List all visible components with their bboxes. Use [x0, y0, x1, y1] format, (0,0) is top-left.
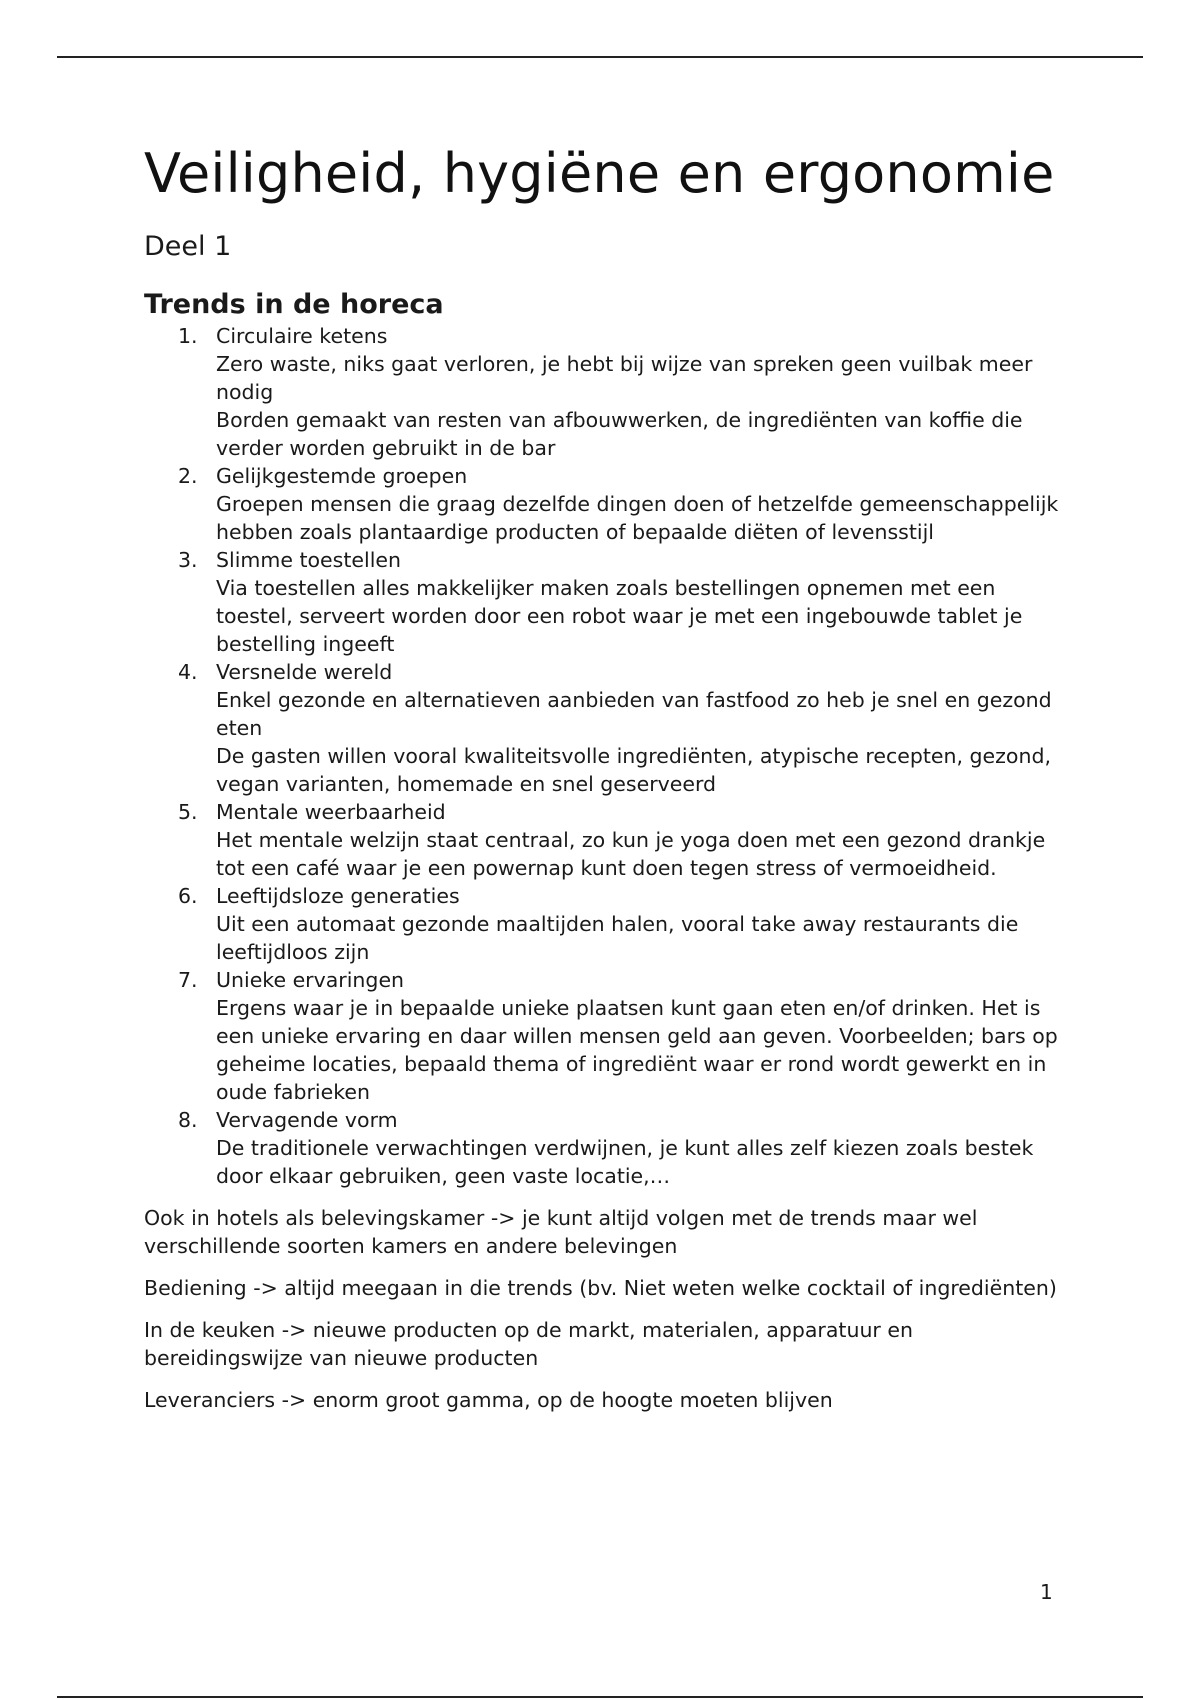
- trend-number: 8.: [178, 1108, 198, 1132]
- trend-item-8: [144, 1106, 1064, 1190]
- trend-description: Groepen mensen die graag dezelfde dingen doen of hetzelfde gemeenschappelijk hebben zoals plantaardige producten of bepaalde diëten of levensstijl: [216, 492, 1059, 544]
- document-subtitle: Deel 1: [144, 231, 232, 262]
- trend-item-1: [144, 322, 1064, 462]
- trend-description: Ergens waar je in bepaalde unieke plaatsen kunt gaan eten en/of drinken. Het is een unieke ervaring en daar willen mensen geld aan geven. Voorbeelden; bars op geheime locaties, bepaald thema of ingrediënt waar er rond wordt gewerkt en in oude fabrieken: [216, 996, 1058, 1104]
- trend-item-5: [144, 798, 1064, 882]
- section-heading: Trends in de horeca: [144, 289, 444, 320]
- trend-description: Via toestellen alles makkelijker maken zoals bestellingen opnemen met een toestel, serveert worden door een robot waar je met een ingebouwde tablet je bestelling ingeeft: [216, 576, 1023, 656]
- trend-description: De gasten willen vooral kwaliteitsvolle ingrediënten, atypische recepten, gezond, vegan varianten, homemade en snel geserveerd: [216, 744, 1051, 796]
- body-paragraphs: [144, 1204, 1064, 1414]
- trend-title: Vervagende vorm: [216, 1108, 398, 1132]
- paragraph-bediening: Bediening -> altijd meegaan in die trends (bv. Niet weten welke cocktail of ingrediënten): [144, 1276, 1057, 1300]
- trend-description: Het mentale welzijn staat centraal, zo kun je yoga doen met een gezond drankje tot een café waar je een powernap kunt doen tegen stress of vermoeidheid.: [216, 828, 1046, 880]
- trend-number: 2.: [178, 464, 198, 488]
- trend-item-2: [144, 462, 1064, 546]
- trend-title: Slimme toestellen: [216, 548, 401, 572]
- trend-description: Uit een automaat gezonde maaltijden halen, vooral take away restaurants die leeftijdloos zijn: [216, 912, 1019, 964]
- page-number: 1: [1040, 1580, 1053, 1604]
- document-title: Veiligheid, hygiëne en ergonomie: [144, 142, 1055, 205]
- paragraph-hotels: Ook in hotels als belevingskamer -> je kunt altijd volgen met de trends maar wel verschillende soorten kamers en andere belevingen: [144, 1206, 978, 1258]
- trend-title: Unieke ervaringen: [216, 968, 405, 992]
- trend-description: Enkel gezonde en alternatieven aanbieden van fastfood zo heb je snel en gezond eten: [216, 688, 1052, 740]
- page-content: [144, 140, 1064, 1428]
- trend-item-6: [144, 882, 1064, 966]
- trend-number: 4.: [178, 660, 198, 684]
- trend-title: Leeftijdsloze generaties: [216, 884, 460, 908]
- footer-rule: [57, 1696, 1143, 1698]
- paragraph-leveranciers: Leveranciers -> enorm groot gamma, op de hoogte moeten blijven: [144, 1388, 833, 1412]
- trend-title: Gelijkgestemde groepen: [216, 464, 468, 488]
- trend-number: 1.: [178, 324, 198, 348]
- trend-item-3: [144, 546, 1064, 658]
- trend-title: Mentale weerbaarheid: [216, 800, 446, 824]
- trend-description: De traditionele verwachtingen verdwijnen, je kunt alles zelf kiezen zoals bestek door elkaar gebruiken, geen vaste locatie,…: [216, 1136, 1034, 1188]
- trend-number: 3.: [178, 548, 198, 572]
- trend-number: 7.: [178, 968, 198, 992]
- trend-item-7: [144, 966, 1064, 1106]
- trend-title: Versnelde wereld: [216, 660, 393, 684]
- trend-number: 5.: [178, 800, 198, 824]
- trend-title: Circulaire ketens: [216, 324, 388, 348]
- trend-number: 6.: [178, 884, 198, 908]
- trend-list: [144, 322, 1064, 1190]
- trend-item-4: [144, 658, 1064, 798]
- trend-description: Zero waste, niks gaat verloren, je hebt bij wijze van spreken geen vuilbak meer nodig: [216, 352, 1033, 404]
- paragraph-keuken: In de keuken -> nieuwe producten op de markt, materialen, apparatuur en bereidingswijze van nieuwe producten: [144, 1318, 913, 1370]
- header-rule: [57, 56, 1143, 58]
- trend-description: Borden gemaakt van resten van afbouwwerken, de ingrediënten van koffie die verder worden gebruikt in de bar: [216, 408, 1023, 460]
